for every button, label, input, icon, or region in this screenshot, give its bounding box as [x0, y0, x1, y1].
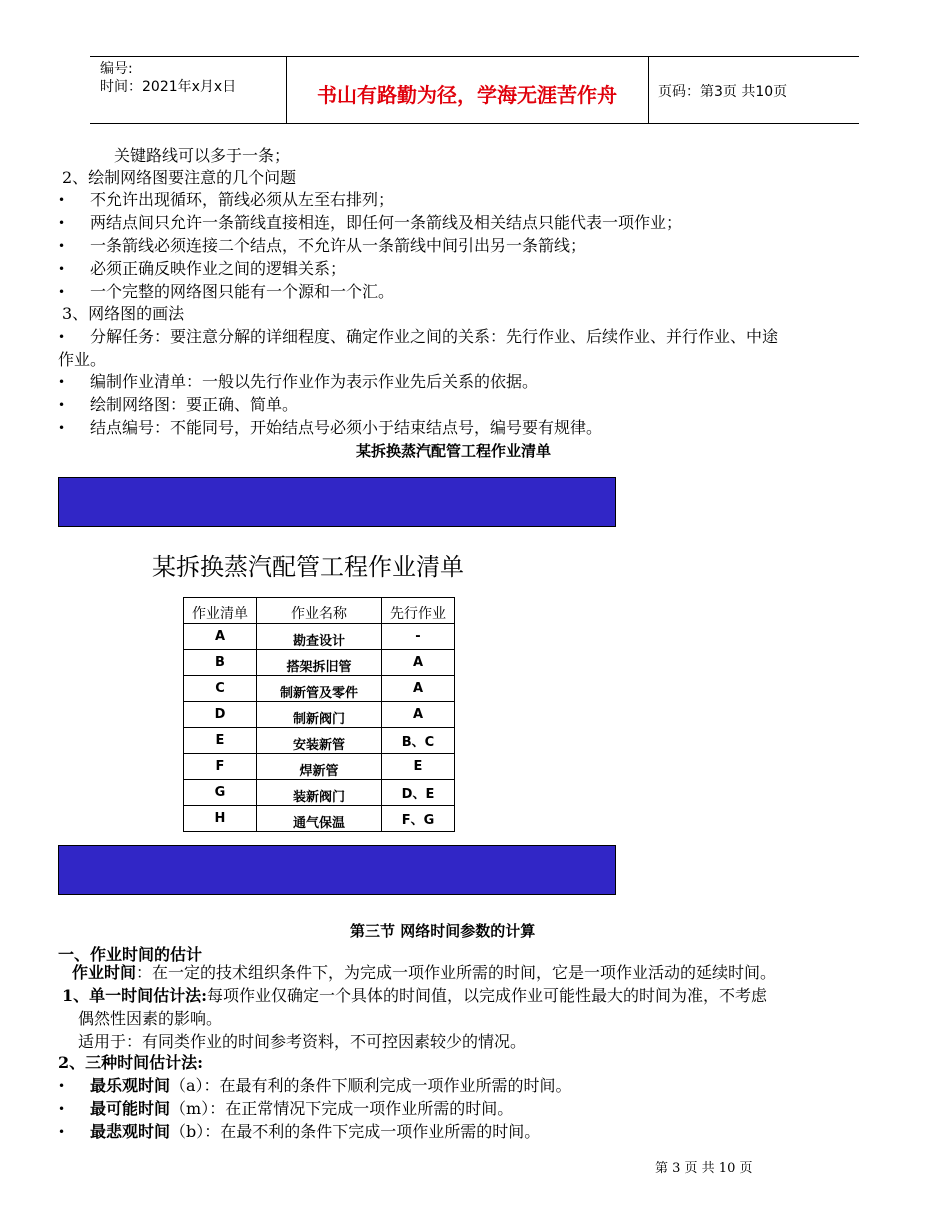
table-cell: 焊新管	[257, 754, 382, 780]
table-header: 先行作业	[382, 598, 455, 624]
slide-title: 某拆换蒸汽配管工程作业清单	[152, 553, 464, 581]
table-cell: B	[184, 650, 257, 676]
table-cell: 通气保温	[257, 806, 382, 832]
table-cell: 搭架拆旧管	[257, 650, 382, 676]
bullet: •	[58, 1079, 66, 1093]
bullet: •	[58, 330, 66, 344]
estimate-text: （m）：在正常情况下完成一项作业所需的时间。	[170, 1099, 514, 1118]
table-cell: A	[382, 702, 455, 728]
bullet-text-cont: 作业。	[58, 350, 107, 369]
table-cell: B、C	[382, 728, 455, 754]
definition-label: 作业时间	[72, 963, 137, 982]
table-cell: D	[184, 702, 257, 728]
table-cell: E	[382, 754, 455, 780]
jobs-table	[183, 597, 455, 832]
table-header-row	[184, 598, 455, 624]
bullet-text: 分解任务：要注意分解的详细程度、确定作业之间的关系：先行作业、后续作业、并行作业、中途	[90, 327, 779, 346]
table-row	[184, 624, 455, 650]
table-cell: 制新阀门	[257, 702, 382, 728]
three-estimate-label: 2、三种时间估计法:	[58, 1053, 204, 1072]
table-row	[184, 702, 455, 728]
table-cell: 装新阀门	[257, 780, 382, 806]
table-header: 作业清单	[184, 598, 257, 624]
bullet-text: 不允许出现循环，箭线必须从左至右排列；	[90, 190, 395, 209]
estimate-label: 最可能时间	[90, 1099, 171, 1118]
table-cell: E	[184, 728, 257, 754]
definition-line	[72, 961, 776, 984]
section-heading: 一、作业时间的估计	[58, 945, 203, 964]
estimate-label: 最乐观时间	[90, 1076, 171, 1095]
header-motto: 书山有路勤为径，学海无涯苦作舟	[317, 83, 617, 107]
table-cell: F、G	[382, 806, 455, 832]
bullet: •	[58, 193, 66, 207]
number-label: 编号:	[100, 61, 133, 77]
page-footer: 第 3 页 共 10 页	[655, 1161, 753, 1176]
bullet: •	[58, 239, 66, 253]
bullet-text	[90, 1120, 540, 1143]
bullet-text: 一个完整的网络图只能有一个源和一个汇。	[90, 282, 395, 301]
bullet-text: 一条箭线必须连接二个结点，不允许从一条箭线中间引出另一条箭线；	[90, 236, 587, 255]
single-estimate-text: 每项作业仅确定一个具体的时间值，以完成作业可能性最大的时间为准，不考虑	[207, 986, 768, 1005]
table-row	[184, 650, 455, 676]
text-line: 2、绘制网络图要注意的几个问题	[62, 168, 297, 187]
bullet: •	[58, 1125, 66, 1139]
table-cell: -	[382, 624, 455, 650]
estimate-label: 最悲观时间	[90, 1122, 171, 1141]
table-cell: G	[184, 780, 257, 806]
table-cell: 勘查设计	[257, 624, 382, 650]
table-row	[184, 728, 455, 754]
bullet-text: 两结点间只允许一条箭线直接相连，即任何一条箭线及相关结点只能代表一项作业；	[90, 213, 683, 232]
bullet: •	[58, 398, 66, 412]
slide-banner-top	[58, 477, 616, 527]
section-title: 第三节 网络时间参数的计算	[350, 922, 536, 940]
table-row	[184, 676, 455, 702]
bullet: •	[58, 285, 66, 299]
table-cell: F	[184, 754, 257, 780]
text-line: 偶然性因素的影响。	[78, 1009, 223, 1028]
bullet: •	[58, 216, 66, 230]
table-cell: 安装新管	[257, 728, 382, 754]
table-cell: D、E	[382, 780, 455, 806]
table-row	[184, 780, 455, 806]
estimate-text: （a）：在最有利的条件下顺利完成一项作业所需的时间。	[170, 1076, 572, 1095]
bullet-text: 编制作业清单：一般以先行作业作为表示作业先后关系的依据。	[90, 372, 539, 391]
single-estimate-label: 1、单一时间估计法:	[62, 986, 208, 1005]
table-cell: A	[382, 650, 455, 676]
table-row	[184, 754, 455, 780]
header-page-info: 页码：第3页 共10页	[658, 84, 788, 100]
bullet-text	[90, 1097, 513, 1120]
text-line: 适用于：有同类作业的时间参考资料，不可控因素较少的情况。	[78, 1032, 527, 1051]
definition-text: ：在一定的技术组织条件下，为完成一项作业所需的时间，它是一项作业活动的延续时间。	[136, 963, 777, 982]
table-cell: A	[184, 624, 257, 650]
bullet: •	[58, 421, 66, 435]
bullet-text: 必须正确反映作业之间的逻辑关系；	[90, 259, 347, 278]
text-line: 关键路线可以多于一条；	[114, 146, 291, 165]
bullet: •	[58, 1102, 66, 1116]
bullet-text: 结点编号：不能同号，开始结点号必须小于结束结点号，编号要有规律。	[90, 418, 603, 437]
bullet-text: 绘制网络图：要正确、简单。	[90, 395, 299, 414]
slide-banner-bottom	[58, 845, 616, 895]
bullet-text	[90, 1074, 572, 1097]
page-header	[90, 56, 859, 124]
bullet: •	[58, 375, 66, 389]
table-row	[184, 806, 455, 832]
table-cell: H	[184, 806, 257, 832]
table-cell: 制新管及零件	[257, 676, 382, 702]
header-meta	[100, 60, 236, 96]
bullet: •	[58, 262, 66, 276]
single-estimate-line	[62, 984, 767, 1007]
header-divider	[648, 57, 649, 123]
list-title: 某拆换蒸汽配管工程作业清单	[356, 442, 552, 460]
table-cell: A	[382, 676, 455, 702]
table-cell: C	[184, 676, 257, 702]
table-header: 作业名称	[257, 598, 382, 624]
text-line: 3、网络图的画法	[62, 304, 185, 323]
time-label: 时间：2021年x月x日	[100, 79, 237, 95]
estimate-text: （b）：在最不利的条件下完成一项作业所需的时间。	[170, 1122, 541, 1141]
